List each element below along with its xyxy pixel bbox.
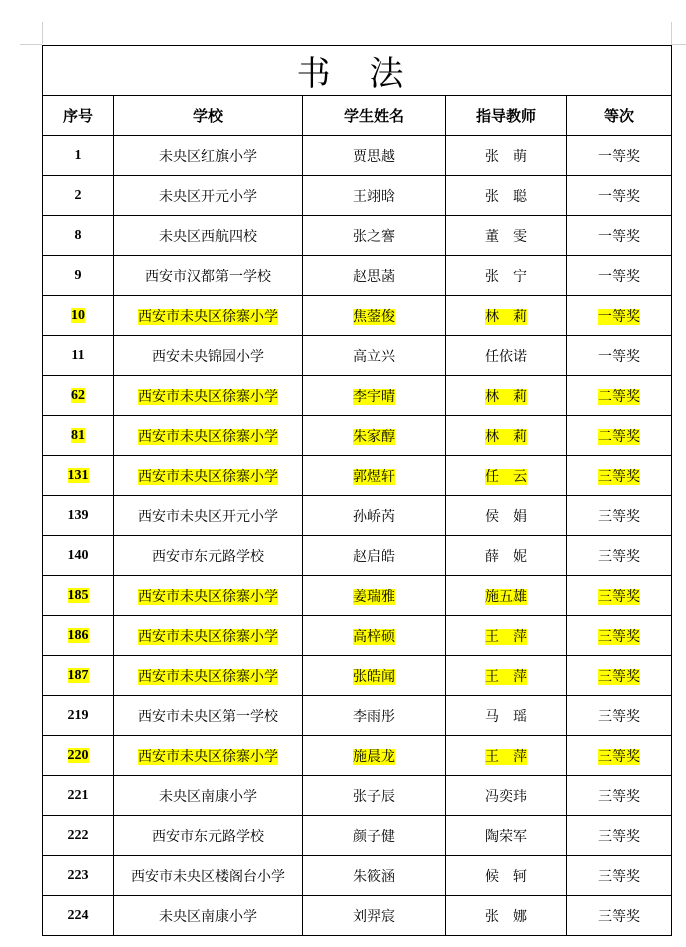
cell-award-text: 一等奖 (598, 348, 640, 365)
cell-teacher (446, 896, 567, 936)
cell-number (43, 416, 114, 456)
cell-number (43, 176, 114, 216)
cell-school (114, 896, 303, 936)
cell-number (43, 656, 114, 696)
cell-number-text: 62 (71, 387, 85, 403)
header-school: 学校 (114, 96, 303, 136)
cell-student-text: 贾思越 (353, 148, 395, 165)
table-row (43, 576, 672, 616)
cell-school-text: 西安市未央区开元小学 (138, 508, 278, 525)
cell-award-text: 一等奖 (598, 228, 640, 245)
cell-student (303, 456, 446, 496)
cell-student-text: 高立兴 (353, 348, 395, 365)
cell-student-text: 张皓闻 (353, 668, 395, 685)
table-row (43, 736, 672, 776)
cell-award-text: 三等奖 (598, 548, 640, 565)
cell-student (303, 216, 446, 256)
table-row (43, 216, 672, 256)
table-row (43, 376, 672, 416)
cell-student-text: 焦蓥俊 (353, 308, 395, 325)
cell-number-text: 221 (67, 787, 89, 803)
cell-student-text: 张子辰 (353, 788, 395, 805)
cell-award-text: 三等奖 (598, 588, 640, 605)
cell-award (567, 256, 672, 296)
cell-school-text: 西安市东元路学校 (152, 828, 264, 845)
cell-teacher (446, 736, 567, 776)
cell-school (114, 296, 303, 336)
crop-mark-right (671, 44, 686, 45)
cell-teacher (446, 456, 567, 496)
cell-school-text: 未央区西航四校 (159, 228, 257, 245)
table-row (43, 496, 672, 536)
cell-school-text: 西安市未央区徐寨小学 (138, 428, 278, 445)
cell-number-text: 81 (71, 427, 85, 443)
cell-teacher-text: 林 莉 (485, 428, 527, 445)
cell-school-text: 西安市汉都第一学校 (145, 268, 271, 285)
cell-number-text: 1 (74, 147, 82, 163)
cell-student (303, 576, 446, 616)
cell-student (303, 536, 446, 576)
cell-student-text: 郭煜轩 (353, 468, 395, 485)
cell-teacher-text: 张 宁 (485, 268, 527, 285)
cell-award (567, 576, 672, 616)
cell-number (43, 776, 114, 816)
cell-award (567, 816, 672, 856)
cell-teacher-text: 张 娜 (485, 908, 527, 925)
cell-school (114, 456, 303, 496)
cell-student (303, 176, 446, 216)
cell-student (303, 336, 446, 376)
cell-number (43, 336, 114, 376)
cell-student-text: 赵思菡 (353, 268, 395, 285)
cell-teacher (446, 776, 567, 816)
cell-number (43, 856, 114, 896)
cell-teacher-text: 马 瑶 (485, 708, 527, 725)
cell-number (43, 816, 114, 856)
cell-number (43, 896, 114, 936)
cell-teacher (446, 536, 567, 576)
table-row (43, 136, 672, 176)
cell-school (114, 576, 303, 616)
table-row (43, 336, 672, 376)
cell-school (114, 536, 303, 576)
title-row (43, 46, 672, 96)
cell-school (114, 376, 303, 416)
table-row (43, 776, 672, 816)
table-row (43, 456, 672, 496)
cell-number-text: 224 (67, 907, 89, 923)
cell-student (303, 896, 446, 936)
crop-mark-left-vertical (42, 22, 43, 44)
cell-number-text: 139 (67, 507, 89, 523)
award-table (42, 45, 672, 936)
cell-number-text: 186 (67, 627, 89, 643)
crop-mark-left (20, 44, 42, 45)
cell-number-text: 185 (67, 587, 89, 603)
cell-number (43, 296, 114, 336)
cell-school-text: 未央区开元小学 (159, 188, 257, 205)
table-row (43, 416, 672, 456)
cell-award (567, 776, 672, 816)
cell-number (43, 376, 114, 416)
cell-number-text: 131 (67, 467, 89, 483)
cell-number-text: 140 (67, 547, 89, 563)
cell-teacher-text: 施五雄 (485, 588, 527, 605)
cell-teacher-text: 候 轲 (485, 868, 527, 885)
cell-teacher-text: 张 聪 (485, 188, 527, 205)
cell-teacher-text: 董 雯 (485, 228, 527, 245)
cell-teacher (446, 256, 567, 296)
cell-school (114, 856, 303, 896)
cell-teacher (446, 696, 567, 736)
cell-school (114, 256, 303, 296)
cell-award-text: 三等奖 (598, 788, 640, 805)
cell-number (43, 736, 114, 776)
table-row (43, 176, 672, 216)
cell-student (303, 296, 446, 336)
cell-award-text: 三等奖 (598, 508, 640, 525)
cell-award (567, 536, 672, 576)
cell-award-text: 三等奖 (598, 868, 640, 885)
cell-award-text: 三等奖 (598, 828, 640, 845)
cell-teacher (446, 136, 567, 176)
cell-teacher (446, 176, 567, 216)
cell-school-text: 未央区南康小学 (159, 788, 257, 805)
header-student: 学生姓名 (303, 96, 446, 136)
cell-teacher (446, 296, 567, 336)
table-body (43, 136, 672, 936)
cell-student-text: 姜瑞雅 (353, 588, 395, 605)
cell-award-text: 三等奖 (598, 668, 640, 685)
cell-award (567, 416, 672, 456)
cell-award (567, 136, 672, 176)
cell-teacher-text: 任依诺 (485, 348, 527, 365)
cell-teacher-text: 薛 妮 (485, 548, 527, 565)
cell-teacher-text: 冯奕玮 (485, 788, 527, 805)
cell-number-text: 11 (71, 347, 85, 363)
cell-teacher-text: 王 萍 (485, 628, 527, 645)
cell-award-text: 二等奖 (598, 388, 640, 405)
cell-number (43, 216, 114, 256)
cell-student-text: 朱筱涵 (353, 868, 395, 885)
cell-student (303, 496, 446, 536)
cell-school (114, 656, 303, 696)
cell-school (114, 776, 303, 816)
table-row (43, 656, 672, 696)
cell-school (114, 136, 303, 176)
cell-school-text: 西安市未央区徐寨小学 (138, 668, 278, 685)
cell-number-text: 219 (67, 707, 89, 723)
cell-award-text: 三等奖 (598, 468, 640, 485)
cell-award-text: 二等奖 (598, 428, 640, 445)
cell-award (567, 896, 672, 936)
cell-number (43, 456, 114, 496)
cell-award-text: 一等奖 (598, 188, 640, 205)
cell-award-text: 三等奖 (598, 748, 640, 765)
cell-award-text: 一等奖 (598, 308, 640, 325)
cell-teacher (446, 816, 567, 856)
cell-teacher-text: 林 莉 (485, 308, 527, 325)
cell-number (43, 696, 114, 736)
cell-teacher (446, 616, 567, 656)
cell-award (567, 856, 672, 896)
header-award: 等次 (567, 96, 672, 136)
cell-number-text: 9 (74, 267, 82, 283)
cell-school-text: 西安市未央区徐寨小学 (138, 628, 278, 645)
table-row (43, 896, 672, 936)
cell-award (567, 216, 672, 256)
cell-teacher (446, 576, 567, 616)
cell-school-text: 西安市未央区徐寨小学 (138, 468, 278, 485)
cell-school (114, 496, 303, 536)
cell-school-text: 未央区红旗小学 (159, 148, 257, 165)
cell-school-text: 西安市未央区徐寨小学 (138, 748, 278, 765)
cell-teacher-text: 林 莉 (485, 388, 527, 405)
cell-award (567, 496, 672, 536)
cell-number-text: 220 (67, 747, 89, 763)
cell-school (114, 736, 303, 776)
cell-number-text: 10 (71, 307, 85, 323)
cell-student (303, 416, 446, 456)
cell-student-text: 李宇晴 (353, 388, 395, 405)
cell-student-text: 刘羿宸 (353, 908, 395, 925)
cell-award (567, 616, 672, 656)
cell-student (303, 256, 446, 296)
cell-number-text: 8 (74, 227, 82, 243)
cell-school-text: 未央区南康小学 (159, 908, 257, 925)
crop-mark-right-vertical (671, 22, 672, 44)
cell-award (567, 736, 672, 776)
cell-student (303, 616, 446, 656)
cell-school-text: 西安市未央区徐寨小学 (138, 388, 278, 405)
cell-student (303, 776, 446, 816)
cell-school (114, 616, 303, 656)
cell-school-text: 西安市未央区第一学校 (138, 708, 278, 725)
table-row (43, 536, 672, 576)
cell-student (303, 656, 446, 696)
cell-award-text: 三等奖 (598, 908, 640, 925)
cell-student-text: 颜子健 (353, 828, 395, 845)
cell-student-text: 高梓硕 (353, 628, 395, 645)
cell-teacher (446, 496, 567, 536)
cell-school (114, 416, 303, 456)
cell-student-text: 张之謇 (353, 228, 395, 245)
cell-award (567, 696, 672, 736)
cell-student (303, 736, 446, 776)
cell-student-text: 李雨彤 (353, 708, 395, 725)
cell-teacher (446, 656, 567, 696)
header-teacher: 指导教师 (446, 96, 567, 136)
cell-teacher-text: 任 云 (485, 468, 527, 485)
cell-student-text: 施晨龙 (353, 748, 395, 765)
cell-teacher-text: 王 萍 (485, 748, 527, 765)
cell-student (303, 856, 446, 896)
cell-award-text: 三等奖 (598, 628, 640, 645)
cell-award (567, 296, 672, 336)
table-row (43, 856, 672, 896)
cell-school-text: 西安市东元路学校 (152, 548, 264, 565)
cell-student (303, 696, 446, 736)
cell-school (114, 176, 303, 216)
cell-teacher (446, 416, 567, 456)
cell-teacher (446, 376, 567, 416)
cell-number-text: 222 (67, 827, 89, 843)
cell-student-text: 王翊晗 (353, 188, 395, 205)
cell-award (567, 336, 672, 376)
cell-teacher (446, 856, 567, 896)
header-number: 序号 (43, 96, 114, 136)
cell-school-text: 西安市未央区楼阁台小学 (131, 868, 285, 885)
cell-number (43, 256, 114, 296)
cell-student-text: 孙峤芮 (353, 508, 395, 525)
cell-school (114, 336, 303, 376)
table-row (43, 696, 672, 736)
cell-student (303, 816, 446, 856)
table-title: 书 法 (43, 46, 672, 96)
cell-teacher (446, 216, 567, 256)
cell-number (43, 616, 114, 656)
cell-school-text: 西安未央锦园小学 (152, 348, 264, 365)
cell-award (567, 376, 672, 416)
cell-award-text: 一等奖 (598, 268, 640, 285)
cell-school (114, 216, 303, 256)
cell-school-text: 西安市未央区徐寨小学 (138, 308, 278, 325)
cell-teacher-text: 王 萍 (485, 668, 527, 685)
table-row (43, 256, 672, 296)
cell-number-text: 223 (67, 867, 89, 883)
cell-student (303, 376, 446, 416)
cell-number-text: 187 (67, 667, 89, 683)
cell-award-text: 一等奖 (598, 148, 640, 165)
cell-student-text: 赵启皓 (353, 548, 395, 565)
cell-school (114, 816, 303, 856)
table-row (43, 816, 672, 856)
cell-award (567, 456, 672, 496)
cell-award (567, 656, 672, 696)
cell-student-text: 朱家醇 (353, 428, 395, 445)
cell-school-text: 西安市未央区徐寨小学 (138, 588, 278, 605)
header-row (43, 96, 672, 136)
cell-award-text: 三等奖 (598, 708, 640, 725)
cell-teacher-text: 张 萌 (485, 148, 527, 165)
cell-teacher-text: 陶荣军 (485, 828, 527, 845)
table-row (43, 616, 672, 656)
cell-teacher-text: 侯 娟 (485, 508, 527, 525)
cell-number (43, 536, 114, 576)
cell-number (43, 496, 114, 536)
cell-school (114, 696, 303, 736)
cell-number-text: 2 (74, 187, 82, 203)
cell-number (43, 136, 114, 176)
cell-teacher (446, 336, 567, 376)
table-row (43, 296, 672, 336)
cell-number (43, 576, 114, 616)
cell-award (567, 176, 672, 216)
cell-student (303, 136, 446, 176)
